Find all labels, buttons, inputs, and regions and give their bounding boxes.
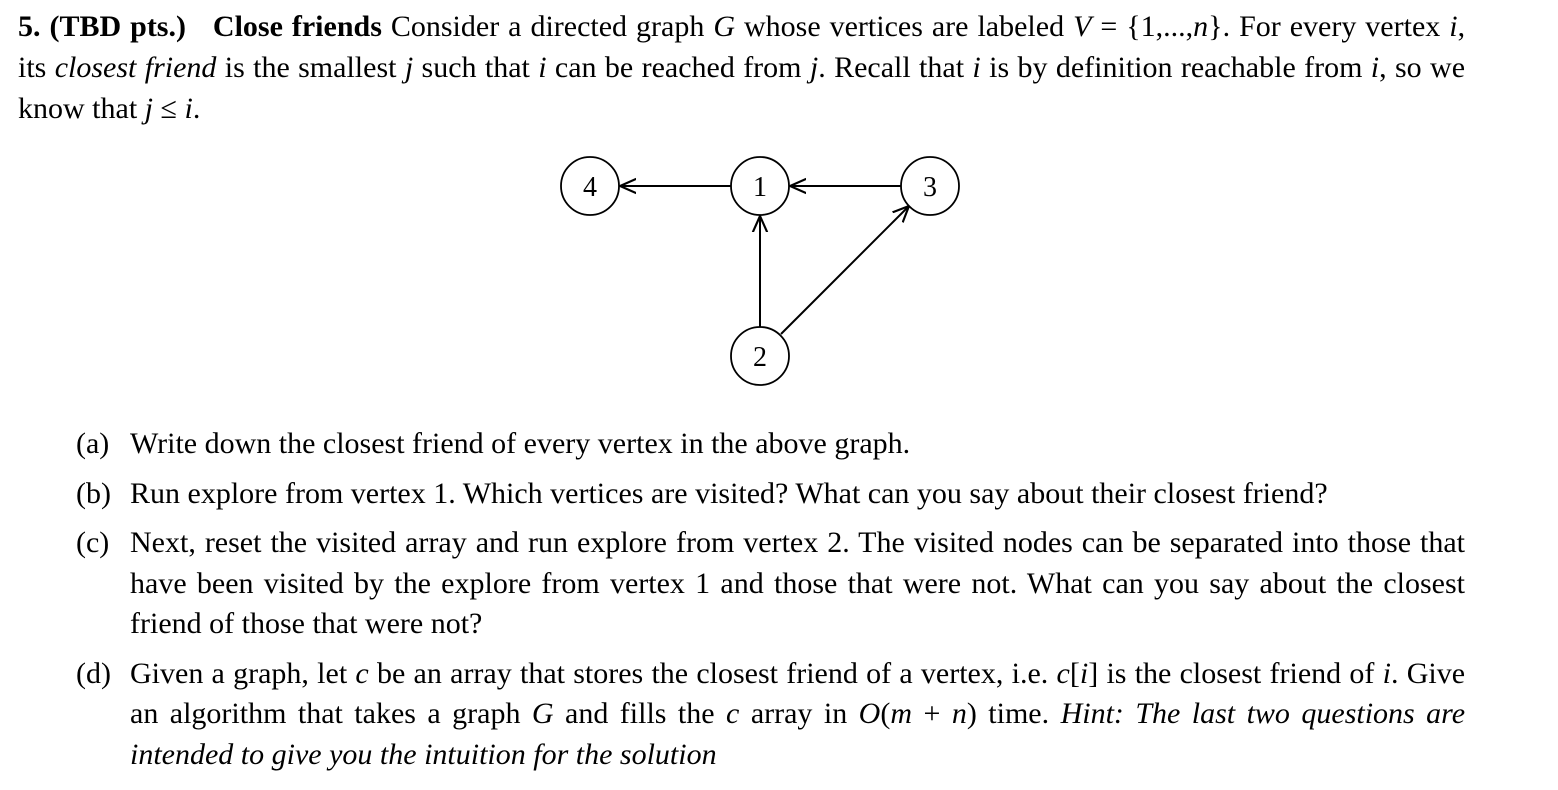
math-paren: ( (880, 697, 891, 730)
intro-text: such that (421, 51, 530, 84)
part-label: (c) (76, 526, 110, 559)
intro-text: . Recall that (818, 51, 965, 84)
part-b (76, 474, 1465, 515)
text-run: and fills the (565, 697, 715, 730)
part-a (76, 424, 1465, 465)
intro-text: whose vertices are labeled (743, 10, 1065, 43)
question-parts (76, 424, 1465, 784)
text-run: . Give an algorithm that takes a graph (130, 656, 1466, 730)
math-i: i (972, 51, 981, 84)
intro-text: can be reached from (554, 51, 802, 84)
text-run: be an array that stores the closest friend of a vertex, i.e. (377, 656, 1049, 690)
intro-text: is by definition reachable from (989, 51, 1363, 84)
math-set-close: }. (1208, 10, 1231, 43)
problem-statement (18, 6, 1465, 129)
math-G: G (531, 697, 554, 730)
math-i: i (1079, 656, 1089, 690)
node-1 (731, 157, 789, 215)
part-label: (b) (76, 476, 111, 510)
part-text (130, 654, 1465, 776)
emphasis-closest-friend: closest friend (54, 51, 217, 84)
math-leq: ≤ (160, 92, 177, 125)
intro-text: , so we know that (18, 51, 1466, 125)
math-j: j (144, 92, 153, 125)
math-i: i (184, 92, 193, 125)
edge-2-to-3 (781, 206, 909, 334)
math-n: n (951, 697, 967, 730)
problem-number: 5. (18, 10, 41, 43)
part-d (76, 654, 1465, 776)
part-label: (a) (76, 427, 110, 460)
period: . (192, 92, 201, 125)
part-text: Next, reset the visited array and run explore from vertex 2. The visited nodes can be separated into those that have been visited by the explore from vertex 1 and those that were not. What can you say about the closest friend of those that were not? (130, 526, 1465, 640)
text-run: array in (750, 697, 848, 730)
math-j: j (809, 51, 819, 84)
text-run: time. (988, 697, 1050, 730)
math-c: c (726, 697, 740, 730)
part-c (76, 523, 1465, 645)
math-set: = {1,..., (1100, 10, 1194, 43)
intro-text: For every vertex (1239, 10, 1441, 43)
math-paren: ) (966, 697, 977, 730)
math-i: i (1382, 656, 1391, 690)
math-c: c (1056, 656, 1070, 690)
node-4 (561, 157, 619, 215)
math-bracket: [ (1069, 656, 1080, 690)
text-run: is the closest friend of (1106, 656, 1375, 690)
directed-graph (540, 150, 980, 390)
math-i: i (1449, 10, 1458, 43)
node-label: 3 (923, 172, 937, 203)
math-j: j (404, 51, 414, 84)
intro-text: is the smallest (224, 51, 397, 84)
math-V: V (1073, 10, 1092, 43)
problem-points: (TBD pts.) (49, 10, 186, 43)
math-O: O (858, 697, 881, 730)
math-i: i (538, 51, 547, 84)
math-plus: + (923, 697, 941, 730)
part-label: (d) (76, 656, 111, 690)
node-label: 1 (753, 172, 767, 203)
math-G: G (713, 10, 735, 43)
part-text: Write down the closest friend of every vertex in the above graph. (130, 427, 911, 460)
hint-text: Hint: The last two questions are intended to give you the intuition for the solution (130, 697, 1466, 771)
math-n: n (1193, 10, 1209, 43)
math-c: c (355, 656, 369, 690)
problem-title: Close friends (212, 10, 382, 43)
node-2 (731, 327, 789, 385)
math-i: i (1370, 51, 1380, 84)
text-run: Given a graph, let (130, 656, 348, 690)
intro-text: Consider a directed graph (390, 10, 705, 43)
node-label: 2 (753, 342, 767, 373)
math-bracket: ] (1088, 656, 1099, 690)
intro-text: , its (18, 10, 1466, 84)
node-3 (901, 157, 959, 215)
node-label: 4 (583, 172, 597, 203)
part-text: Run explore from vertex 1. Which vertices are visited? What can you say about their closest friend? (130, 476, 1328, 510)
math-m: m (890, 697, 913, 730)
